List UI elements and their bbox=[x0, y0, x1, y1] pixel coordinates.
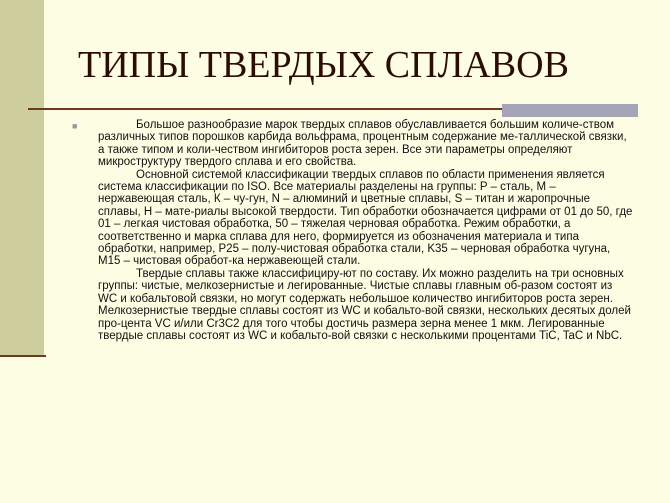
slide-body bbox=[98, 119, 634, 342]
paragraph-iso-classification: Основной системой классификации твердых сплавов по области применения является система классификации по ISO. Все материалы разделены на группы: P – сталь, M – нержавеющая сталь, К – чу-гун, N – алюминий и цветные сплавы, S – титан и жаропрочные сплавы, H – мате-риалы высокой твердости. Тип обработки обозначается цифрами от 01 до 50, где 01 – легкая чистовая обработка, 50 – тяжелая черновая обработка. Режим обработки, а соответственно и марка сплава для него, формируется из обозначения материала и типа обработки, например, P25 – полу-чистовая обработка стали, K35 – черновая обработка чугуна, M15 – чистовая обработ-ка нержавеющей стали. bbox=[98, 168, 633, 268]
left-band-underline bbox=[0, 355, 46, 357]
paragraph-grades: Большое разнообразие марок твердых сплавов обуславливается большим количе-ством различных типов порошков карбида вольфрама, процентным содержание ме-таллической связки, а также типом и коли-чеством ингибиторов роста зерен. Все эти параметры определяют микроструктуру твердого сплава и его свойства. bbox=[98, 119, 627, 169]
left-decorative-band bbox=[0, 0, 44, 355]
slide-title: ТИПЫ ТВЕРДЫХ СПЛАВОВ bbox=[78, 44, 569, 86]
bullet-square-icon: ■ bbox=[72, 121, 78, 131]
paragraph-composition: Твердые сплавы также классифициру-ют по составу. Их можно разделить на три основных группы: чистые, мелкозернистые и легированные. Чистые сплавы главным об-разом состоят из WC и кобальтовой связки, но могут содержать небольшое количество ингибиторов роста зерен. Мелкозернистые твердые сплавы состоят из WC и кобальто-вой связки, нескольких десятых долей про-цента VC и/или Cr3C2 для того чтобы достичь размера зерна менее 1 мкм. Легированные твердые сплавы состоят из WC и кобальто-вой связки с несколькими процентами TiC, TaC и NbC. bbox=[98, 267, 631, 342]
title-accent-bar bbox=[502, 104, 638, 117]
